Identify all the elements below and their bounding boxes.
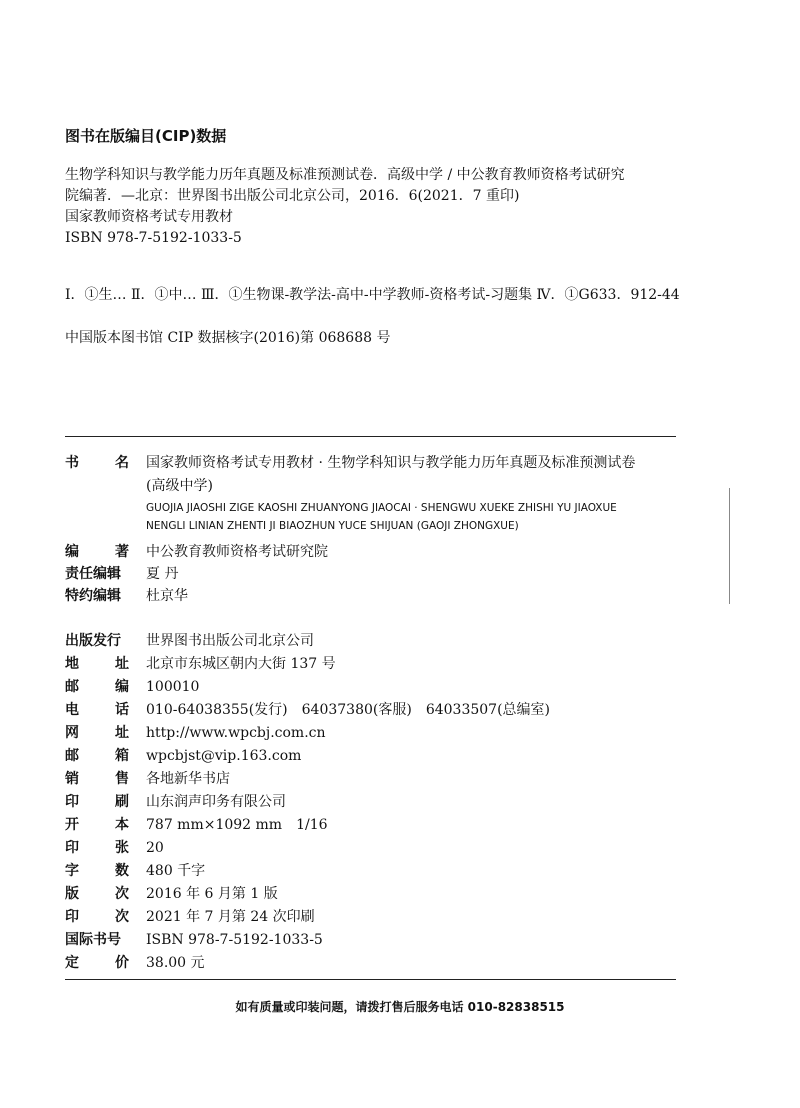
title-pinyin-line1: GUOJIA JIAOSHI ZIGE KAOSHI ZHUANYONG JIAOCAI · SHENGWU XUEKE ZHISHI YU JIAOXUE — [146, 502, 617, 514]
cip-series: 国家教师资格考试专用教材 — [65, 209, 233, 225]
editor-label: 责任编辑 — [65, 566, 121, 582]
author-value: 中公教育教师资格考试研究院 — [146, 544, 328, 560]
footer-note: 如有质量或印装问题，请拨打售后服务电话 010-82838515 — [235, 1000, 565, 1014]
sheets-label: 印 张 — [65, 840, 129, 856]
website-value: http://www.wpcbj.com.cn — [146, 725, 326, 741]
phone-label: 电 话 — [65, 702, 129, 718]
edition-label: 版 次 — [65, 886, 129, 902]
isbn-value: ISBN 978-7-5192-1033-5 — [146, 932, 323, 948]
sheets-value: 20 — [146, 840, 164, 856]
cip-description — [65, 165, 705, 249]
phone-value: 010-64038355(发行) 64037380(客服) 64033507(总编室) — [146, 702, 550, 718]
cip-isbn: ISBN 978-7-5192-1033-5 — [65, 230, 242, 246]
website-label: 网 址 — [65, 725, 129, 741]
email-label: 邮 箱 — [65, 748, 129, 764]
isbn-label: 国际书号 — [65, 932, 121, 948]
special-editor-value: 杜京华 — [146, 588, 188, 604]
cip-check-number: 中国版本图书馆 CIP 数据核字(2016)第 068688 号 — [65, 330, 391, 346]
editor-value: 夏 丹 — [146, 566, 179, 582]
title-line1: 国家教师资格考试专用教材 · 生物学科知识与教学能力历年真题及标准预测试卷 — [146, 455, 636, 471]
page-edge-mark — [729, 488, 730, 604]
special-editor-label: 特约编辑 — [65, 588, 121, 604]
address-label: 地 址 — [65, 656, 129, 672]
cip-description-line1: 生物学科知识与教学能力历年真题及标准预测试卷．高级中学 / 中公教育教师资格考试研究 — [65, 167, 625, 183]
email-value: wpcbjst@vip.163.com — [146, 748, 302, 764]
printing-value: 2021 年 7 月第 24 次印刷 — [146, 909, 315, 925]
title-label: 书 名 — [65, 455, 129, 471]
format-value: 787 mm×1092 mm 1/16 — [146, 817, 328, 833]
divider-bottom — [65, 979, 676, 980]
format-label: 开 本 — [65, 817, 129, 833]
author-label: 编 著 — [65, 544, 129, 560]
price-value: 38.00 元 — [146, 955, 205, 971]
publisher-value: 世界图书出版公司北京公司 — [146, 633, 314, 649]
cip-heading: 图书在版编目(CIP)数据 — [65, 127, 227, 145]
publisher-label: 出版发行 — [65, 633, 121, 649]
divider-top — [65, 436, 676, 437]
printing-label: 印 次 — [65, 909, 129, 925]
price-label: 定 价 — [65, 955, 129, 971]
cip-classification: Ⅰ．①生… Ⅱ．①中… Ⅲ．①生物课-教学法-高中-中学教师-资格考试-习题集 Ⅳ．①G633．912-44 — [65, 287, 680, 303]
title-pinyin-line2: NENGLI LINIAN ZHENTI JI BIAOZHUN YUCE SHIJUAN (GAOJI ZHONGXUE) — [146, 520, 519, 532]
address-value: 北京市东城区朝内大街 137 号 — [146, 656, 336, 672]
cip-description-line2: 院编著．—北京：世界图书出版公司北京公司，2016．6(2021．7 重印) — [65, 188, 520, 204]
words-value: 480 千字 — [146, 863, 206, 879]
sales-label: 销 售 — [65, 771, 129, 787]
postcode-label: 邮 编 — [65, 679, 129, 695]
edition-value: 2016 年 6 月第 1 版 — [146, 886, 278, 902]
sales-value: 各地新华书店 — [146, 771, 230, 787]
words-label: 字 数 — [65, 863, 129, 879]
postcode-value: 100010 — [146, 679, 200, 695]
title-line2: (高级中学) — [146, 478, 213, 494]
printer-value: 山东润声印务有限公司 — [146, 794, 286, 810]
printer-label: 印 刷 — [65, 794, 129, 810]
